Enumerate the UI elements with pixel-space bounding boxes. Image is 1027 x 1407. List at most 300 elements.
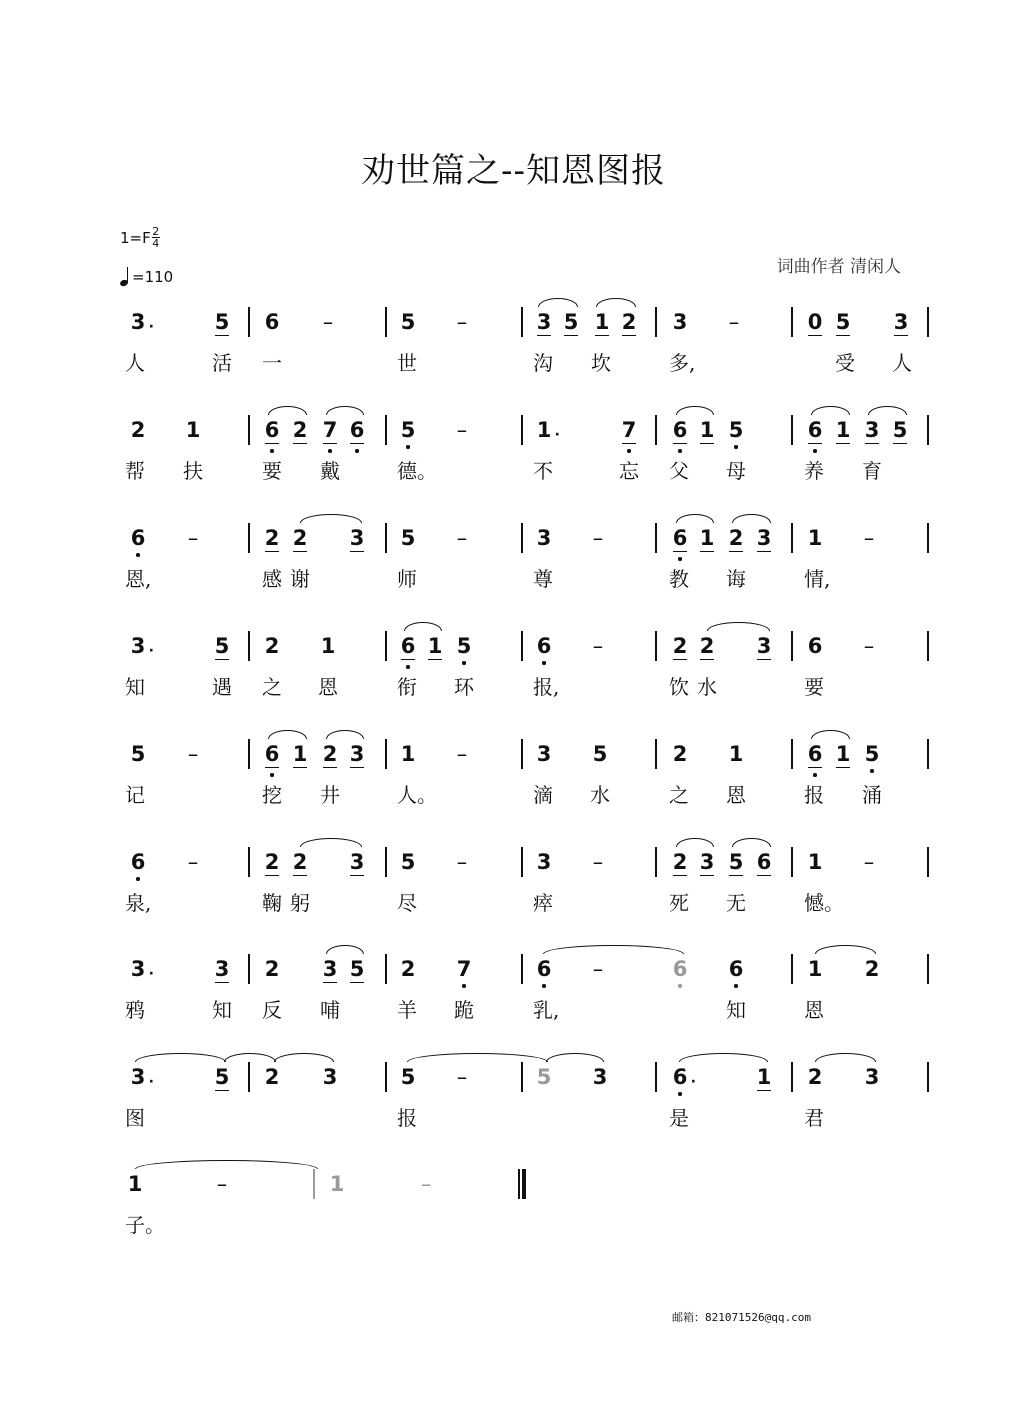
lyric: 坎 <box>591 351 611 375</box>
underline-beam <box>865 443 879 444</box>
lyric: 哺 <box>320 998 340 1022</box>
barline <box>521 739 523 769</box>
slur <box>135 1160 318 1169</box>
underline-beam <box>808 443 822 444</box>
note: 6 <box>807 634 823 658</box>
note-dash: – <box>456 1065 468 1089</box>
barline <box>791 523 793 553</box>
lyric: 跪 <box>454 998 474 1022</box>
note: 5 <box>214 634 230 658</box>
octave-dot <box>542 661 546 665</box>
note: 2 <box>400 957 416 981</box>
augmentation-dot: · <box>148 966 154 982</box>
augmentation-dot: · <box>148 1074 154 1090</box>
note: 6 <box>534 634 554 658</box>
underline-beam <box>836 767 850 768</box>
underline-beam <box>622 443 636 444</box>
lyric: 水 <box>697 675 717 699</box>
note: 3 · <box>130 957 154 982</box>
note-dash: – <box>592 634 604 658</box>
note-dash: – <box>187 526 199 550</box>
augmentation-dot: · <box>148 643 154 659</box>
barline <box>385 739 387 769</box>
barline <box>521 307 523 337</box>
lyric: 图 <box>125 1106 145 1130</box>
note: 5 <box>400 1065 416 1089</box>
note: 6 · <box>670 1065 690 1089</box>
key-label: 1=F <box>120 228 151 247</box>
octave-dot <box>813 449 817 453</box>
barline <box>655 631 657 661</box>
octave-dot <box>678 1092 682 1096</box>
slur <box>300 514 362 523</box>
octave-dot <box>627 449 631 453</box>
lyric: 鸦 <box>125 998 145 1022</box>
note: 3 <box>672 310 688 334</box>
barline <box>248 1062 250 1092</box>
lyric: 多, <box>669 351 696 375</box>
underline-beam <box>350 875 364 876</box>
note: 2 <box>292 850 308 874</box>
octave-dot <box>678 449 682 453</box>
barline <box>385 631 387 661</box>
note: 2 <box>264 526 280 550</box>
note: 1 <box>728 742 744 766</box>
augmentation-dot: · <box>554 427 560 443</box>
slur <box>268 406 307 415</box>
note-dash: – <box>187 742 199 766</box>
lyric: 德。 <box>397 459 437 483</box>
note-dash: – <box>863 850 875 874</box>
note: 5 <box>400 526 416 550</box>
lyric: 报 <box>804 783 824 807</box>
lyric: 世 <box>397 351 417 375</box>
note-dash: – <box>216 1172 228 1196</box>
lyric: 人。 <box>397 783 437 807</box>
octave-dot <box>734 445 738 449</box>
barline <box>521 954 523 984</box>
note: 1 <box>807 850 823 874</box>
barline <box>791 739 793 769</box>
lyric: 一 <box>262 351 282 375</box>
barline <box>791 631 793 661</box>
underline-beam <box>700 659 714 660</box>
barline <box>248 954 250 984</box>
barline <box>248 523 250 553</box>
note: 7 <box>619 418 639 442</box>
note: 3 <box>893 310 909 334</box>
barline <box>248 847 250 877</box>
note: 5 <box>130 742 146 766</box>
note: 5 <box>536 1065 552 1089</box>
barline <box>385 523 387 553</box>
augmentation-dot: · <box>148 319 154 335</box>
note: 7 <box>320 418 340 442</box>
lyric: 君 <box>804 1106 824 1130</box>
note: 1 <box>807 957 823 981</box>
barline <box>927 415 929 445</box>
barline <box>385 847 387 877</box>
lyric: 恩 <box>804 998 824 1022</box>
underline-beam <box>293 551 307 552</box>
lyric: 忘 <box>619 459 639 483</box>
underline-beam <box>808 767 822 768</box>
note: 1 <box>699 526 715 550</box>
underline-beam <box>215 982 229 983</box>
note-dash: – <box>456 310 468 334</box>
note: 1 <box>807 526 823 550</box>
time-signature-top: 2 <box>152 225 160 238</box>
note: 2 <box>322 742 338 766</box>
note: 3 <box>592 1065 608 1089</box>
octave-dot <box>270 449 274 453</box>
underline-beam <box>836 443 850 444</box>
underline-beam <box>673 875 687 876</box>
lyric: 活 <box>212 351 232 375</box>
lyric: 报, <box>533 675 560 699</box>
barline <box>248 631 250 661</box>
underline-beam <box>350 551 364 552</box>
barline <box>521 847 523 877</box>
underline-beam <box>757 659 771 660</box>
note: 5 <box>400 850 416 874</box>
note: 3 <box>756 526 772 550</box>
slur <box>596 298 636 307</box>
octave-dot <box>270 773 274 777</box>
underline-beam <box>215 335 229 336</box>
barline <box>791 1062 793 1092</box>
slur <box>676 838 714 847</box>
lyric: 知 <box>726 998 746 1022</box>
lyric: 诲 <box>726 567 746 591</box>
lyric: 报 <box>397 1106 417 1130</box>
note-dash: – <box>592 957 604 981</box>
octave-dot <box>136 553 140 557</box>
slur <box>224 1053 276 1062</box>
octave-dot <box>406 665 410 669</box>
note: 6 <box>670 526 690 550</box>
note: 6 <box>726 957 746 981</box>
lyric: 情, <box>804 567 831 591</box>
note: 3 <box>536 526 552 550</box>
note: 5 <box>563 310 579 334</box>
slur <box>135 1053 226 1062</box>
lyric: 不 <box>533 459 553 483</box>
barline <box>385 307 387 337</box>
underline-beam <box>265 875 279 876</box>
note-dash: – <box>728 310 740 334</box>
underline-beam <box>836 335 850 336</box>
note: 1 · <box>536 418 560 443</box>
note: 3 <box>536 742 552 766</box>
time-signature-bottom: 4 <box>152 237 160 250</box>
note: 2 <box>264 850 280 874</box>
note: 5 <box>892 418 908 442</box>
slur <box>326 945 364 954</box>
lyric: 感 <box>262 567 282 591</box>
barline <box>385 954 387 984</box>
underline-beam <box>350 443 364 444</box>
note: 6 <box>805 418 825 442</box>
note: 1 <box>594 310 610 334</box>
note: 5 <box>214 310 230 334</box>
lyric: 要 <box>804 675 824 699</box>
slur <box>811 406 850 415</box>
underline-beam <box>673 659 687 660</box>
lyric: 泉, <box>125 891 152 915</box>
underline-beam <box>265 443 279 444</box>
lyric: 要 <box>262 459 282 483</box>
slur <box>815 945 876 954</box>
note-dash: – <box>456 418 468 442</box>
song-title: 劝世篇之--知恩图报 <box>361 151 666 191</box>
octave-dot <box>328 449 332 453</box>
barline <box>791 954 793 984</box>
underline-beam <box>323 443 337 444</box>
note: 6 <box>262 418 282 442</box>
lyric: 知 <box>125 675 145 699</box>
note: 5 <box>726 418 746 442</box>
slur <box>326 406 364 415</box>
lyric: 父 <box>669 459 689 483</box>
note: 6 <box>128 850 148 874</box>
underline-beam <box>808 335 822 336</box>
note: 6 <box>670 957 690 981</box>
note: 2 <box>807 1065 823 1089</box>
slur <box>326 730 364 739</box>
lyric: 之 <box>262 675 282 699</box>
note: 1 <box>756 1065 772 1089</box>
lyric: 无 <box>726 891 746 915</box>
lyric: 之 <box>669 783 689 807</box>
slur <box>815 1053 876 1062</box>
slur <box>676 406 714 415</box>
lyric: 恩 <box>318 675 338 699</box>
note-dash: – <box>322 310 334 334</box>
underline-beam <box>323 767 337 768</box>
lyric: 人 <box>125 351 145 375</box>
barline <box>313 1169 315 1199</box>
lyric: 戴 <box>320 459 340 483</box>
note: 1 <box>329 1172 345 1196</box>
underline-beam <box>293 767 307 768</box>
underline-beam <box>622 335 636 336</box>
note: 2 <box>864 957 880 981</box>
barline <box>521 1062 523 1092</box>
note-dash: – <box>863 634 875 658</box>
lyric: 憾。 <box>804 891 844 915</box>
underline-beam <box>757 875 771 876</box>
note-dash: – <box>456 850 468 874</box>
lyric: 遇 <box>212 675 232 699</box>
note: 6 <box>670 418 690 442</box>
barline <box>927 523 929 553</box>
note: 5 <box>454 634 474 658</box>
barline <box>248 307 250 337</box>
note: 1 <box>292 742 308 766</box>
octave-dot <box>542 984 546 988</box>
lyric: 人 <box>892 351 912 375</box>
note: 2 <box>728 526 744 550</box>
barline <box>655 415 657 445</box>
lyric: 尊 <box>533 567 553 591</box>
lyric: 是 <box>669 1106 689 1130</box>
barline <box>791 415 793 445</box>
lyric: 井 <box>320 783 340 807</box>
note: 2 <box>130 418 146 442</box>
slur <box>679 1053 768 1062</box>
barline <box>927 307 929 337</box>
barline <box>927 847 929 877</box>
lyric: 子。 <box>125 1213 165 1237</box>
slur <box>732 838 771 847</box>
lyric: 谢 <box>290 567 310 591</box>
lyric: 教 <box>669 567 689 591</box>
underline-beam <box>293 875 307 876</box>
lyric: 饮 <box>669 675 689 699</box>
lyric: 尽 <box>397 891 417 915</box>
underline-beam <box>265 551 279 552</box>
note: 2 <box>672 742 688 766</box>
barline <box>385 415 387 445</box>
underline-beam <box>595 335 609 336</box>
slur <box>404 622 442 631</box>
note: 2 <box>621 310 637 334</box>
note-dash: – <box>456 526 468 550</box>
augmentation-dot: · <box>690 1074 696 1090</box>
slur <box>407 1053 548 1062</box>
lyric: 知 <box>212 998 232 1022</box>
barline <box>791 847 793 877</box>
note: 2 <box>264 957 280 981</box>
underline-beam <box>350 982 364 983</box>
note: 2 <box>264 634 280 658</box>
underline-beam <box>729 551 743 552</box>
underline-beam <box>564 335 578 336</box>
note: 3 <box>322 957 338 981</box>
barline <box>248 739 250 769</box>
lyric: 环 <box>454 675 474 699</box>
note: 5 <box>398 418 418 442</box>
lyric: 母 <box>726 459 746 483</box>
lyric: 恩 <box>726 783 746 807</box>
lyric: 育 <box>862 459 882 483</box>
underline-beam <box>673 443 687 444</box>
note: 1 <box>427 634 443 658</box>
note: 3 <box>349 850 365 874</box>
note: 1 <box>835 742 851 766</box>
barline <box>655 523 657 553</box>
lyric: 养 <box>804 459 824 483</box>
note: 3 <box>864 418 880 442</box>
underline-beam <box>323 982 337 983</box>
lyric: 衔 <box>397 675 417 699</box>
slur <box>676 514 714 523</box>
note: 2 <box>292 526 308 550</box>
barline <box>655 1062 657 1092</box>
slur <box>538 298 578 307</box>
final-barline-thick <box>522 1169 526 1199</box>
slur <box>546 1053 604 1062</box>
lyric: 扶 <box>183 459 203 483</box>
note: 6 <box>264 310 280 334</box>
lyric: 躬 <box>290 891 310 915</box>
barline <box>927 631 929 661</box>
note: 3 <box>322 1065 338 1089</box>
note: 2 <box>672 634 688 658</box>
barline <box>791 307 793 337</box>
note: 3 <box>536 310 552 334</box>
note: 3 <box>349 742 365 766</box>
note: 1 <box>835 418 851 442</box>
barline <box>521 523 523 553</box>
note: 5 <box>592 742 608 766</box>
barline <box>521 415 523 445</box>
note: 3 <box>214 957 230 981</box>
note: 5 <box>835 310 851 334</box>
note: 2 <box>699 634 715 658</box>
note: 3 <box>699 850 715 874</box>
octave-dot <box>813 773 817 777</box>
note: 6 <box>756 850 772 874</box>
octave-dot <box>462 984 466 988</box>
underline-beam <box>265 767 279 768</box>
lyric: 恩, <box>125 567 152 591</box>
octave-dot <box>678 984 682 988</box>
note: 6 <box>534 957 554 981</box>
barline <box>655 739 657 769</box>
octave-dot <box>678 557 682 561</box>
note: 1 <box>400 742 416 766</box>
underline-beam <box>757 551 771 552</box>
slur <box>300 838 362 847</box>
barline <box>927 954 929 984</box>
note: 3 <box>756 634 772 658</box>
final-barline <box>518 1169 520 1199</box>
barline <box>248 415 250 445</box>
note: 6 <box>805 742 825 766</box>
lyric: 沟 <box>533 351 553 375</box>
note: 6 <box>262 742 282 766</box>
note: 1 <box>699 418 715 442</box>
underline-beam <box>729 875 743 876</box>
underline-beam <box>215 1090 229 1091</box>
underline-beam <box>215 659 229 660</box>
barline <box>655 847 657 877</box>
note: 5 <box>214 1065 230 1089</box>
slur <box>707 622 770 631</box>
slur <box>274 1053 334 1062</box>
lyric: 反 <box>262 998 282 1022</box>
lyric: 鞠 <box>262 891 282 915</box>
slur <box>268 730 307 739</box>
slur <box>868 406 907 415</box>
octave-dot <box>734 984 738 988</box>
note: 6 <box>347 418 367 442</box>
lyric: 帮 <box>125 459 145 483</box>
tempo-value: =110 <box>132 268 174 286</box>
note: 2 <box>264 1065 280 1089</box>
note-dash: – <box>592 850 604 874</box>
lyric: 记 <box>125 783 145 807</box>
contact-email: 邮箱：821071526@qq.com <box>672 1311 811 1324</box>
note: 3 <box>349 526 365 550</box>
note: 3 · <box>130 634 154 659</box>
note: 6 <box>398 634 418 658</box>
underline-beam <box>537 335 551 336</box>
note-dash: – <box>592 526 604 550</box>
lyric: 挖 <box>262 783 282 807</box>
